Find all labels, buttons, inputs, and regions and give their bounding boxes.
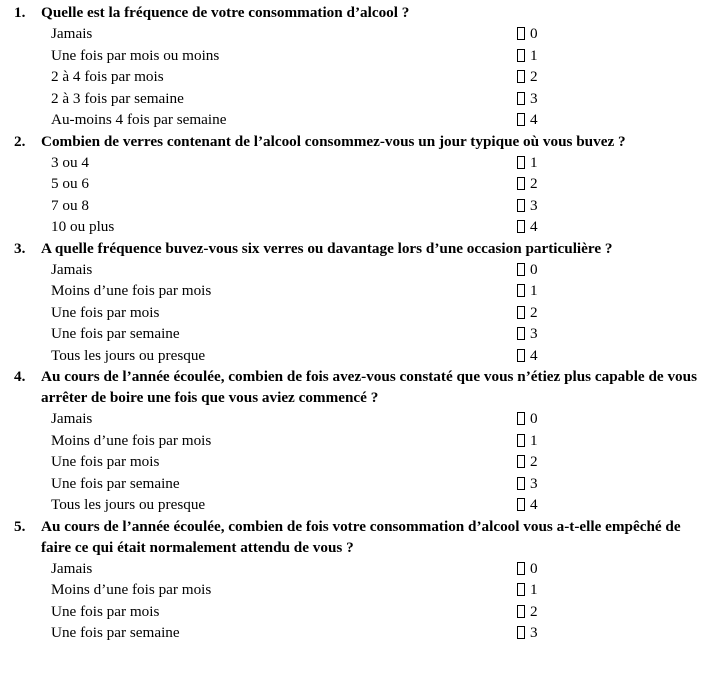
- checkbox-icon[interactable]: [517, 220, 525, 233]
- checkbox-icon[interactable]: [517, 498, 525, 511]
- question-heading: [0, 516, 718, 558]
- option-score: 3: [530, 196, 538, 214]
- answer-option[interactable]: [0, 323, 718, 345]
- option-score: 1: [530, 282, 538, 299]
- checkbox-icon[interactable]: [517, 199, 525, 212]
- question-text: Au cours de l’année écoulée, combien de fois votre consommation d’alcool vous a-t-elle empêché de faire ce qui était normalement attendu de vous ?: [41, 517, 681, 556]
- option-score: 2: [530, 602, 538, 620]
- option-label: 2 à 4 fois par mois: [51, 68, 164, 85]
- option-checkbox[interactable]: [517, 473, 538, 495]
- question-block-5: [0, 516, 718, 644]
- option-label: Moins d’une fois par mois: [51, 581, 212, 598]
- checkbox-icon[interactable]: [517, 156, 525, 169]
- question-number: 5.: [14, 517, 26, 535]
- option-checkbox[interactable]: [517, 45, 538, 67]
- checkbox-icon[interactable]: [517, 626, 525, 639]
- answer-option[interactable]: [0, 558, 718, 580]
- checkbox-icon[interactable]: [517, 412, 525, 425]
- option-score: 0: [530, 25, 538, 42]
- option-score: 3: [530, 325, 538, 342]
- option-score: 3: [530, 474, 538, 492]
- option-label: Tous les jours ou presque: [51, 496, 206, 513]
- checkbox-icon[interactable]: [517, 306, 525, 319]
- option-score: 4: [530, 218, 538, 235]
- option-checkbox[interactable]: [517, 302, 538, 324]
- option-label: Une fois par semaine: [51, 474, 180, 492]
- option-label: Moins d’une fois par mois: [51, 282, 212, 299]
- question-heading: [0, 131, 718, 152]
- answer-option[interactable]: [0, 173, 718, 195]
- question-heading: [0, 366, 718, 408]
- answer-option[interactable]: [0, 430, 718, 452]
- checkbox-icon[interactable]: [517, 349, 525, 362]
- answer-option[interactable]: [0, 579, 718, 601]
- answer-option[interactable]: [0, 473, 718, 495]
- option-checkbox[interactable]: [517, 88, 538, 110]
- option-score: 0: [530, 260, 538, 278]
- question-text: Au cours de l’année écoulée, combien de fois avez-vous constaté que vous n’étiez plus capable de vous arrêter de boire une fois que vous aviez commencé ?: [41, 368, 697, 406]
- option-score: 3: [530, 89, 538, 107]
- option-score: 2: [530, 303, 538, 321]
- option-label: 3 ou 4: [51, 153, 89, 171]
- option-checkbox[interactable]: [517, 430, 538, 452]
- option-checkbox[interactable]: [517, 216, 538, 238]
- answer-option[interactable]: [0, 345, 718, 367]
- option-checkbox[interactable]: [517, 622, 538, 644]
- question-block-1: [0, 2, 718, 131]
- option-score: 2: [530, 175, 538, 192]
- option-checkbox[interactable]: [517, 173, 538, 195]
- answer-option[interactable]: [0, 45, 718, 67]
- option-score: 1: [530, 153, 538, 171]
- option-label: 10 ou plus: [51, 218, 115, 235]
- option-score: 2: [530, 68, 538, 85]
- checkbox-icon[interactable]: [517, 477, 525, 490]
- question-text: Combien de verres contenant de l’alcool consommez-vous un jour typique où vous buvez ?: [41, 132, 626, 150]
- option-checkbox[interactable]: [517, 109, 538, 131]
- option-label: 2 à 3 fois par semaine: [51, 89, 184, 107]
- option-label: Jamais: [51, 559, 93, 577]
- option-checkbox[interactable]: [517, 152, 538, 174]
- option-score: 1: [530, 431, 538, 449]
- option-checkbox[interactable]: [517, 345, 538, 367]
- answer-option[interactable]: [0, 23, 718, 45]
- option-score: 4: [530, 111, 538, 128]
- answer-option[interactable]: [0, 152, 718, 174]
- option-checkbox[interactable]: [517, 259, 538, 281]
- option-score: 2: [530, 453, 538, 470]
- checkbox-icon[interactable]: [517, 327, 525, 340]
- option-checkbox[interactable]: [517, 558, 538, 580]
- checkbox-icon[interactable]: [517, 27, 525, 40]
- option-label: Une fois par semaine: [51, 325, 180, 342]
- question-number: 1.: [14, 4, 26, 21]
- option-label: Jamais: [51, 410, 93, 427]
- checkbox-icon[interactable]: [517, 583, 525, 596]
- checkbox-icon[interactable]: [517, 605, 525, 618]
- answer-option[interactable]: [0, 195, 718, 217]
- option-checkbox[interactable]: [517, 494, 538, 516]
- option-score: 3: [530, 624, 538, 641]
- checkbox-icon[interactable]: [517, 92, 525, 105]
- option-checkbox[interactable]: [517, 195, 538, 217]
- checkbox-icon[interactable]: [517, 177, 525, 190]
- option-checkbox[interactable]: [517, 601, 538, 623]
- checkbox-icon[interactable]: [517, 70, 525, 83]
- question-heading: [0, 2, 718, 23]
- option-label: Au-moins 4 fois par semaine: [51, 111, 227, 128]
- question-block-2: [0, 131, 718, 238]
- question-block-3: [0, 238, 718, 367]
- option-label: Tous les jours ou presque: [51, 346, 206, 364]
- checkbox-icon[interactable]: [517, 49, 525, 62]
- option-score: 4: [530, 346, 538, 364]
- answer-option[interactable]: [0, 280, 718, 302]
- option-checkbox[interactable]: [517, 451, 538, 473]
- option-checkbox[interactable]: [517, 280, 538, 302]
- checkbox-icon[interactable]: [517, 113, 525, 126]
- question-number: 4.: [14, 368, 26, 385]
- answer-option[interactable]: [0, 408, 718, 430]
- option-label: Jamais: [51, 260, 93, 278]
- option-label: Une fois par mois: [51, 453, 160, 470]
- question-text: A quelle fréquence buvez-vous six verres ou davantage lors d’une occasion particulière ?: [41, 239, 613, 257]
- answer-option[interactable]: [0, 216, 718, 238]
- option-score: 1: [530, 581, 538, 598]
- checkbox-icon[interactable]: [517, 434, 525, 447]
- question-number: 3.: [14, 239, 26, 257]
- question-heading: [0, 238, 718, 259]
- question-block-4: [0, 366, 718, 516]
- option-label: Une fois par semaine: [51, 624, 180, 641]
- answer-option[interactable]: [0, 451, 718, 473]
- option-score: 0: [530, 410, 538, 427]
- question-number: 2.: [14, 132, 26, 150]
- answer-option[interactable]: [0, 66, 718, 88]
- answer-option[interactable]: [0, 259, 718, 281]
- answer-option[interactable]: [0, 109, 718, 131]
- option-label: Une fois par mois: [51, 602, 160, 620]
- answer-option[interactable]: [0, 302, 718, 324]
- checkbox-icon[interactable]: [517, 562, 525, 575]
- answer-option[interactable]: [0, 494, 718, 516]
- option-checkbox[interactable]: [517, 23, 538, 45]
- option-checkbox[interactable]: [517, 66, 538, 88]
- option-checkbox[interactable]: [517, 408, 538, 430]
- option-label: Moins d’une fois par mois: [51, 431, 212, 449]
- answer-option[interactable]: [0, 622, 718, 644]
- option-label: 5 ou 6: [51, 175, 89, 192]
- checkbox-icon[interactable]: [517, 284, 525, 297]
- checkbox-icon[interactable]: [517, 455, 525, 468]
- answer-option[interactable]: [0, 601, 718, 623]
- option-label: Une fois par mois ou moins: [51, 46, 220, 64]
- question-text: Quelle est la fréquence de votre consommation d’alcool ?: [41, 4, 410, 21]
- option-score: 4: [530, 496, 538, 513]
- option-score: 0: [530, 559, 538, 577]
- option-checkbox[interactable]: [517, 579, 538, 601]
- option-label: 7 ou 8: [51, 196, 89, 214]
- option-checkbox[interactable]: [517, 323, 538, 345]
- option-label: Jamais: [51, 25, 93, 42]
- checkbox-icon[interactable]: [517, 263, 525, 276]
- option-score: 1: [530, 46, 538, 64]
- answer-option[interactable]: [0, 88, 718, 110]
- option-label: Une fois par mois: [51, 303, 160, 321]
